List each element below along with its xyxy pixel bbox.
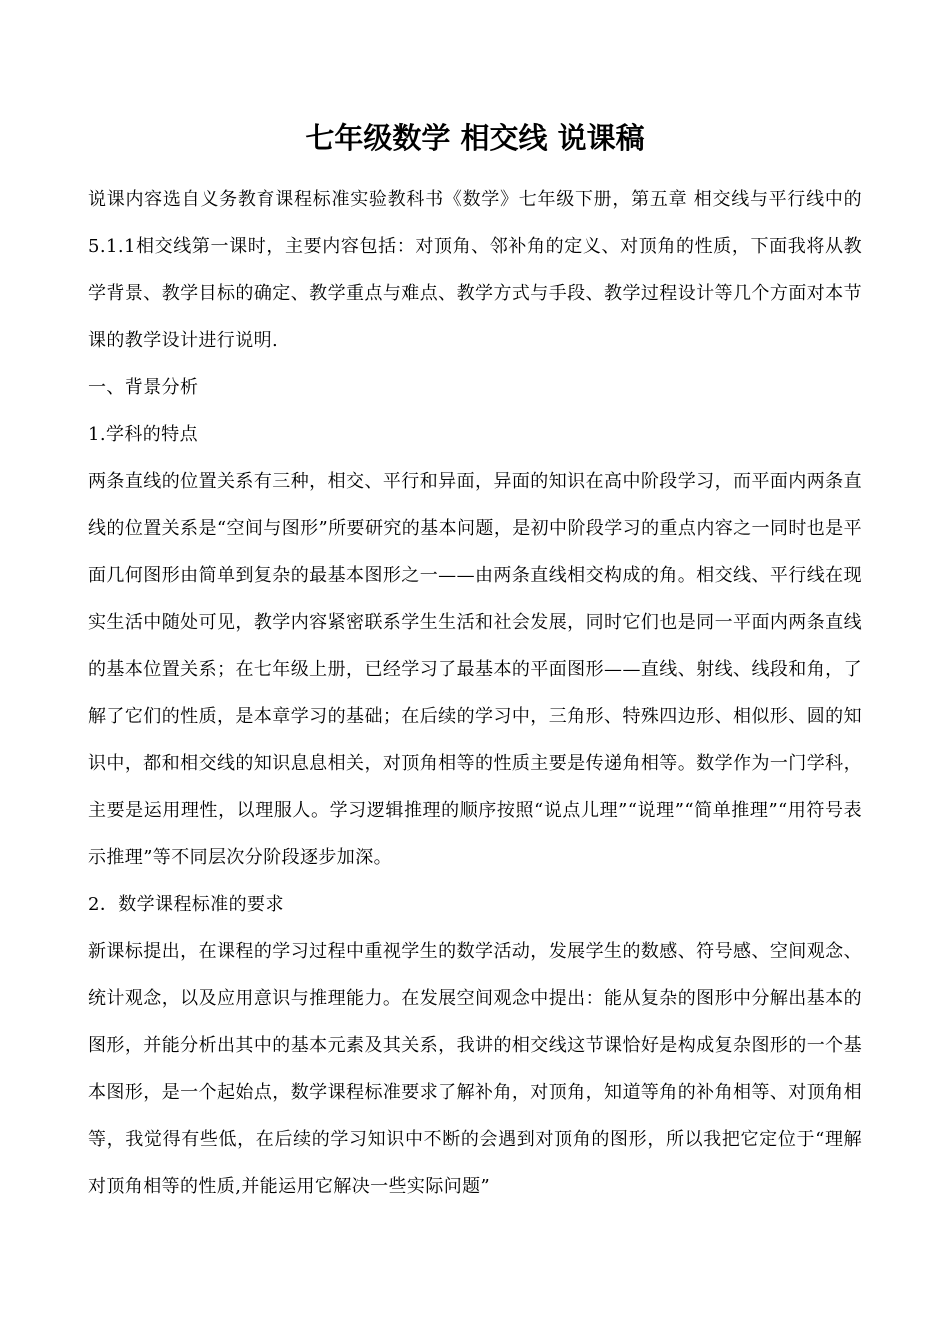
paragraph-subject-features: 两条直线的位置关系有三种，相交、平行和异面，异面的知识在高中阶段学习，而平面内两条直线的位置关系是“空间与图形”所要研究的基本问题，是初中阶段学习的重点内容之一同时也是平面几何图形由简单到复杂的最基本图形之一——由两条直线相交构成的角。相交线、平行线在现实生活中随处可见，教学内容紧密联系学生生活和社会发展，同时它们也是同一平面内两条直线的基本位置关系；在七年级上册，已经学习了最基本的平面图形——直线、射线、线段和角，了解了它们的性质，是本章学习的基础；在后续的学习中，三角形、特殊四边形、相似形、圆的知识中，都和相交线的知识息息相关，对顶角相等的性质主要是传递角相等。数学作为一门学科，主要是运用理性，以理服人。学习逻辑推理的顺序按照“说点儿理”“说理”“简单推理”“用符号表示推理”等不同层次分阶段逐步加深。 <box>88 471 862 868</box>
document-body <box>88 176 862 1210</box>
subheading-subject-features: 1.学科的特点 <box>88 424 198 445</box>
document-title: 七年级数学 相交线 说课稿 <box>305 121 645 155</box>
intro-paragraph: 说课内容选自义务教育课程标准实验教科书《数学》七年级下册，第五章 相交线与平行线中的5.1.1相交线第一课时，主要内容包括：对顶角、邻补角的定义、对顶角的性质，下面我将从教学背景、教学目标的确定、教学重点与难点、教学方式与手段、教学过程设计等几个方面对本节课的教学设计进行说明. <box>88 189 862 351</box>
subheading-curriculum-standards: 2．数学课程标准的要求 <box>88 894 284 915</box>
paragraph-curriculum-standards: 新课标提出，在课程的学习过程中重视学生的数学活动，发展学生的数感、符号感、空间观念、统计观念，以及应用意识与推理能力。在发展空间观念中提出：能从复杂的图形中分解出基本的图形，并能分析出其中的基本元素及其关系，我讲的相交线这节课恰好是构成复杂图形的一个基本图形，是一个起始点，数学课程标准要求了解补角，对顶角，知道等角的补角相等、对顶角相等，我觉得有些低，在后续的学习知识中不断的会遇到对顶角的图形，所以我把它定位于“理解对顶角相等的性质,并能运用它解决一些实际问题” <box>88 941 862 1197</box>
section-heading-background: 一、背景分析 <box>88 377 199 398</box>
